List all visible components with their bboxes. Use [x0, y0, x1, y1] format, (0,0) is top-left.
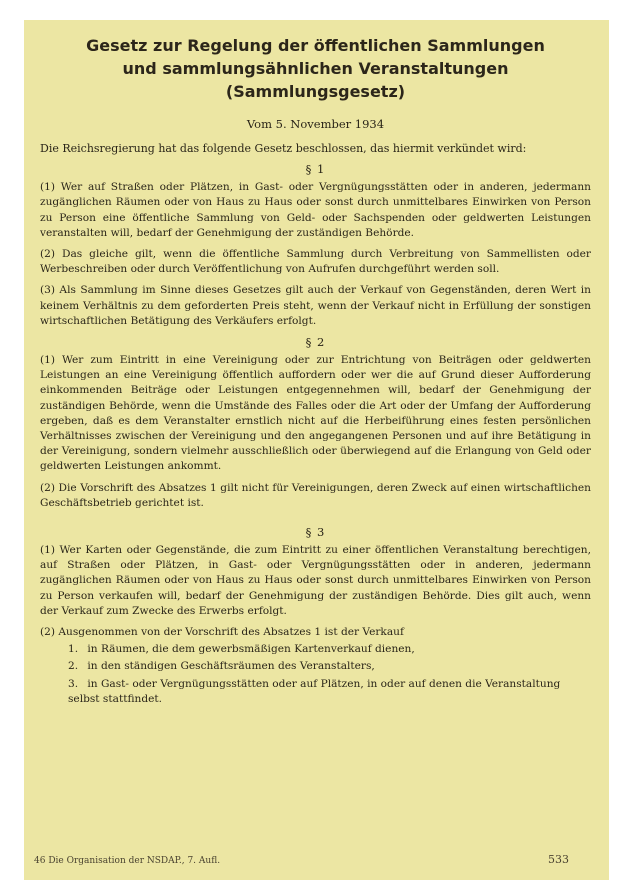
- list-item: [68, 642, 591, 657]
- law-date: Vom 5. November 1934: [246, 117, 385, 131]
- list-item-text: in den ständigen Geschäftsräumen des Veranstalters,: [87, 660, 375, 673]
- section-2-paragraph-1: (1) Wer zum Eintritt in eine Vereinigung oder zur Entrichtung von Beiträgen oder geldwerten Leistungen an eine Vereinigung öffentlich auffordern oder wer die auf Grund dieser Aufforderung einkommenden Beiträge oder Leistungen entgegennehmen will, bedarf der Genehmigung der zuständigen Behörde, wenn die Umstände des Falles oder die Art oder der Umfang der Aufforderung ergeben, daß es dem Veranstalter ernstlich nicht auf die Herbeiführung eines festen persönlichen Verhältnisses zwischen der Vereinigung und den angegangenen Personen und auf ihre Betätigung in der Vereinigung, sondern vielmehr ausschließlich oder überwiegend auf die Erlangung von Geld oder geldwerten Leistungen ankommt.: [40, 354, 591, 473]
- page-footer: [34, 853, 569, 866]
- section-heading-3: § 3: [305, 525, 326, 540]
- section-3-paragraph-1: (1) Wer Karten oder Gegenstände, die zum Eintritt zu einer öffentlichen Veranstaltung berechtigen, auf Straßen oder Plätzen, in Gast- oder Vergnügungsstätten oder in anderen, jedermann zugänglichen Räumen oder von Haus zu Haus oder sonst durch unmittelbares Einwirken von Person zu Person verkaufen will, bedarf der Genehmigung der zuständigen Behörde. Dies gilt auch, wenn der Verkauf zum Zwecke des Erwerbs erfolgt.: [40, 544, 591, 617]
- title-line-1: Gesetz zur Regelung der öffentlichen Sammlungen: [86, 36, 545, 55]
- title-line-2: und sammlungsähnlichen Veranstaltungen (Sammlungsgesetz): [122, 59, 509, 101]
- section-2-paragraph-2: (2) Die Vorschrift des Absatzes 1 gilt nicht für Vereinigungen, deren Zweck auf einen wirtschaftlichen Geschäftsbetrieb gerichtet ist.: [40, 481, 591, 509]
- list-item-number: 2.: [68, 660, 79, 673]
- footer-source: 46 Die Organisation der NSDAP., 7. Aufl.: [34, 856, 221, 866]
- list-item-number: 3.: [68, 677, 79, 690]
- list-item: [68, 659, 591, 674]
- law-title: [40, 34, 591, 103]
- section-3-paragraph-2: (2) Ausgenommen von der Vorschrift des Absatzes 1 ist der Verkauf: [40, 626, 404, 639]
- section-heading-2: § 2: [305, 335, 326, 350]
- list-item-number: 1.: [68, 643, 79, 656]
- section-1-paragraph-1: (1) Wer auf Straßen oder Plätzen, in Gast- oder Vergnügungsstätten oder in anderen, jedermann zugänglichen Räumen oder von Haus zu Haus oder sonst durch unmittelbares Einwirken von Person zu Person eine öffentliche Sammlung von Geld- oder Sachspenden oder geldwerten Leistungen veranstalten will, bedarf der Genehmigung der zuständigen Behörde.: [40, 181, 591, 239]
- page-number: 533: [548, 853, 569, 866]
- section-heading-1: § 1: [305, 162, 326, 177]
- exception-list: [40, 642, 591, 707]
- document-page: [24, 20, 609, 880]
- list-item-text: in Gast- oder Vergnügungsstätten oder auf Plätzen, in oder auf denen die Veranstaltung selbst stattfindet.: [68, 677, 561, 705]
- section-1-paragraph-2: (2) Das gleiche gilt, wenn die öffentliche Sammlung durch Verbreitung von Sammellisten oder Werbeschreiben oder durch Veröffentlichung von Aufrufen durchgeführt werden soll.: [40, 248, 591, 276]
- section-1-paragraph-3: (3) Als Sammlung im Sinne dieses Gesetzes gilt auch der Verkauf von Gegenständen, deren Wert in keinem Verhältnis zu dem geforderten Preis steht, wenn der Verkauf nicht in Erfüllung der sonstigen wirtschaftlichen Betätigung des Verkäufers erfolgt.: [40, 284, 591, 327]
- list-item: [68, 677, 591, 707]
- list-item-text: in Räumen, die dem gewerbsmäßigen Kartenverkauf dienen,: [87, 643, 415, 656]
- intro-text: Die Reichsregierung hat das folgende Gesetz beschlossen, das hiermit verkündet wird:: [40, 142, 527, 155]
